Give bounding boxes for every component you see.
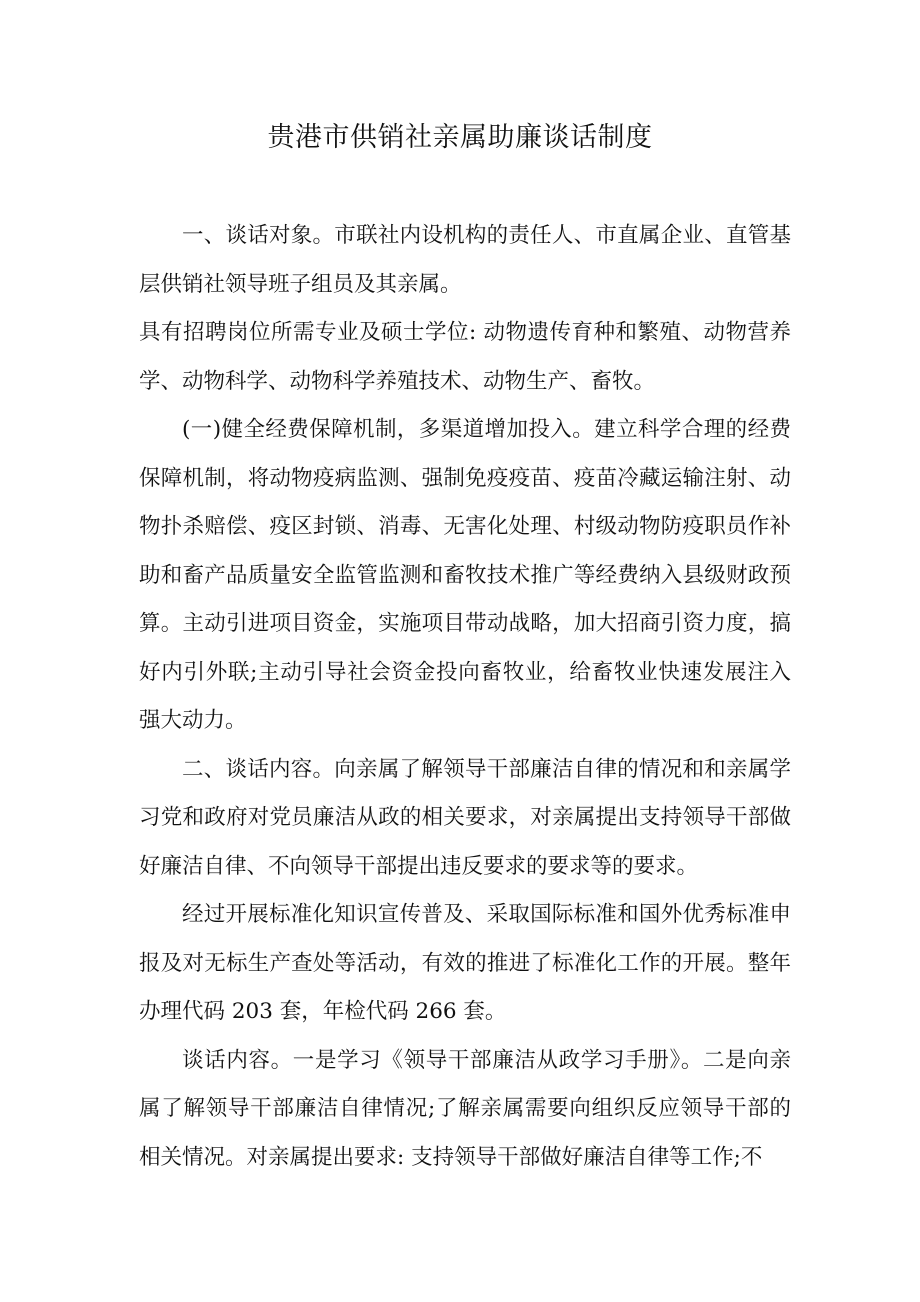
document-title: 贵港市供销社亲属助廉谈话制度 bbox=[267, 122, 653, 153]
paragraph-talk-content: 二、谈话内容。向亲属了解领导干部廉洁自律的情况和和亲属学习党和政府对党员廉洁从政的相关要求，对亲属提出支持领导干部做好廉洁自律、不向领导干部提出违反要求的要求等的要求。 bbox=[139, 756, 791, 879]
document-body bbox=[139, 212, 791, 1182]
paragraph-talk-targets: 一、谈话对象。市联社内设机构的责任人、市直属企业、直管基层供销社领导班子组员及其亲属。 bbox=[139, 223, 791, 297]
paragraph-talk-content-details: 谈话内容。一是学习《领导干部廉洁从政学习手册》。二是向亲属了解领导干部廉洁自律情况;了解亲属需要向组织反应领导干部的相关情况。对亲属提出要求: 支持领导干部做好廉洁自律等工作;不 bbox=[139, 1047, 791, 1170]
paragraph-standardization: 经过开展标准化知识宣传普及、采取国际标准和国外优秀标准申报及对无标生产查处等活动，有效的推进了标准化工作的开展。整年办理代码 203 套，年检代码 266 套。 bbox=[139, 902, 791, 1024]
paragraph-funding-mechanism: (一)健全经费保障机制，多渠道增加投入。建立科学合理的经费保障机制，将动物疫病监测、强制免疫疫苗、疫苗冷藏运输注射、动物扑杀赔偿、疫区封锁、消毒、无害化处理、村级动物防疫职员作补助和畜产品质量安全监管监测和畜牧技术推广等经费纳入县级财政预算。主动引进项目资金，实施项目带动战略，加大招商引资力度，搞好内引外联;主动引导社会资金投向畜牧业，给畜牧业快速发展注入强大动力。 bbox=[139, 417, 791, 733]
paragraph-qualifications: 具有招聘岗位所需专业及硕士学位: 动物遗传育种和繁殖、动物营养学、动物科学、动物科学养殖技术、动物生产、畜牧。 bbox=[139, 320, 791, 394]
